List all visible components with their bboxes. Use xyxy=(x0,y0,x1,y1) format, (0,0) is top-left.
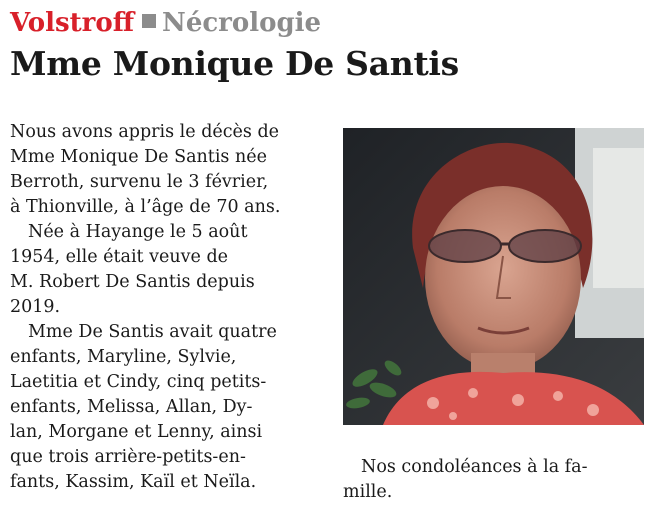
photo-caption xyxy=(343,455,644,505)
article-header xyxy=(10,4,321,42)
body-line: à Thionville, à l’âge de 70 ans. xyxy=(10,197,281,217)
paragraph-2 xyxy=(10,220,330,320)
body-line: Berroth, survenu le 3 février, xyxy=(10,172,269,192)
paragraph-3 xyxy=(10,320,330,495)
portrait-photo xyxy=(343,128,644,425)
body-line: Mme Monique De Santis née xyxy=(10,147,267,167)
body-line: enfants, Melissa, Allan, Dy- xyxy=(10,397,253,417)
body-line: lan, Morgane et Lenny, ainsi xyxy=(10,422,263,442)
portrait-illustration xyxy=(343,128,644,425)
body-line: Née à Hayange le 5 août xyxy=(28,222,248,242)
caption-line: Nos condoléances à la fa- xyxy=(361,457,588,477)
body-line: Mme De Santis avait quatre xyxy=(28,322,277,342)
body-line: que trois arrière-petits-en- xyxy=(10,447,246,467)
paragraph-1 xyxy=(10,120,330,220)
caption-line: mille. xyxy=(343,482,393,502)
body-line: 1954, elle était veuve de xyxy=(10,247,229,267)
body-line: 2019. xyxy=(10,297,61,317)
town-name[interactable]: Volstroff xyxy=(10,8,135,38)
article-title: Mme Monique De Santis xyxy=(10,44,459,83)
body-line: Laetitia et Cindy, cinq petits- xyxy=(10,372,267,392)
body-line: M. Robert De Santis depuis xyxy=(10,272,255,292)
section-name[interactable]: Nécrologie xyxy=(162,8,322,38)
article-body xyxy=(10,120,330,495)
body-line: fants, Kassim, Kaïl et Neïla. xyxy=(10,472,257,492)
section-separator-square-icon xyxy=(142,14,156,28)
body-line: enfants, Maryline, Sylvie, xyxy=(10,347,237,367)
body-line: Nous avons appris le décès de xyxy=(10,122,280,142)
